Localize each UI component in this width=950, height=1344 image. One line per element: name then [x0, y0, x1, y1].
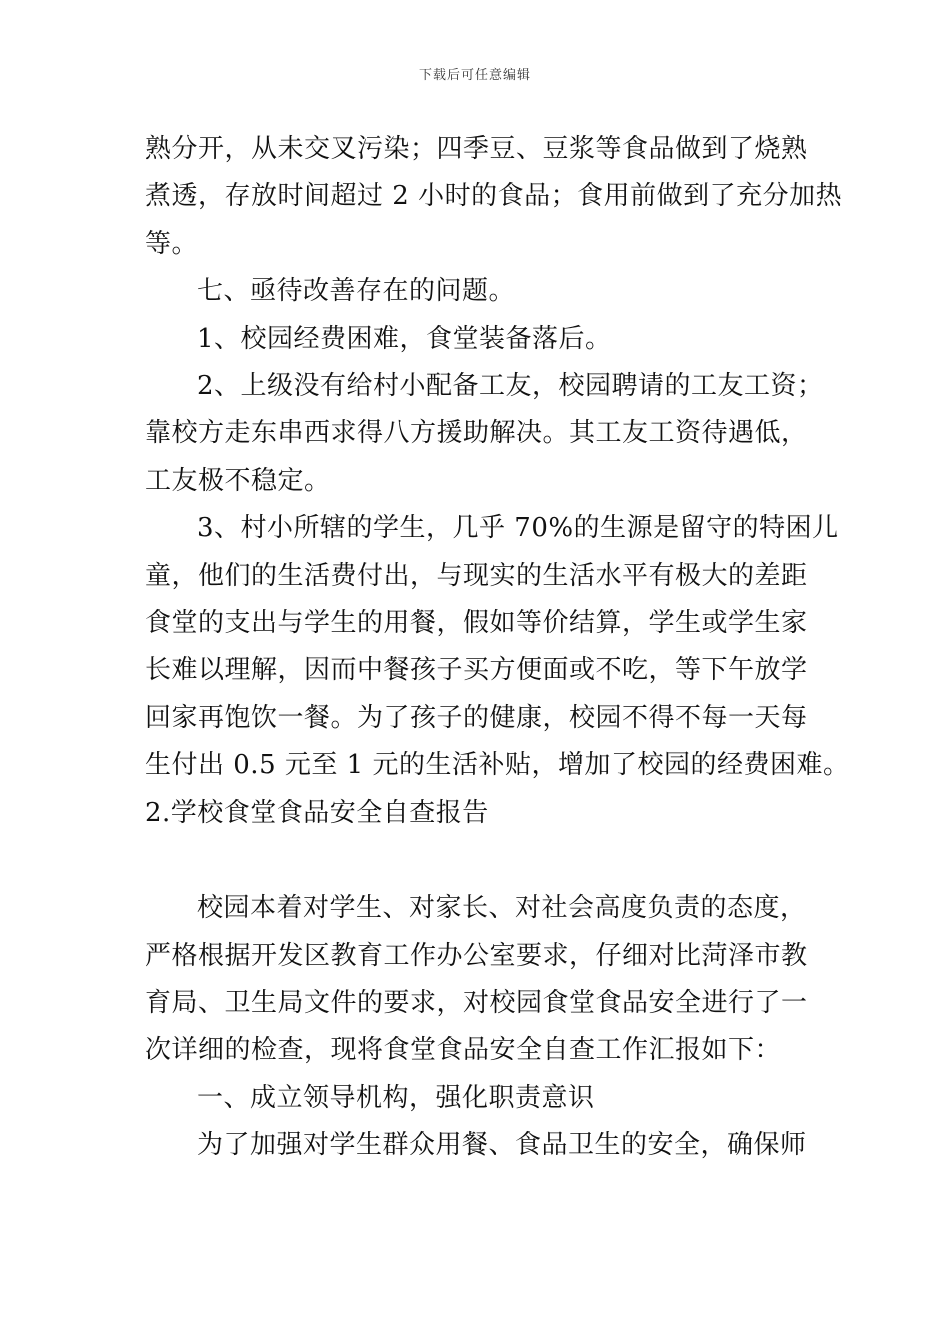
paragraph-line: 等。	[145, 228, 199, 259]
section-heading: 七、亟待改善存在的问题。	[197, 276, 516, 307]
paragraph-line: 食堂的支出与学生的用餐，假如等价结算，学生或学生家	[145, 608, 808, 639]
paragraph-line: 童，他们的生活费付出，与现实的生活水平有极大的差距	[145, 560, 808, 591]
paragraph-line: 严格根据开发区教育工作办公室要求，仔细对比菏泽市教	[145, 940, 808, 971]
blank-line	[145, 837, 825, 885]
paragraph-line: 煮透，存放时间超过 2 小时的食品；食用前做到了充分加热	[145, 181, 843, 212]
paragraph-line: 次详细的检查，现将食堂食品安全自查工作汇报如下：	[145, 1035, 782, 1066]
paragraph-line: 校园本着对学生、对家长、对社会高度负责的态度，	[197, 893, 807, 924]
paragraph-line: 长难以理解，因而中餐孩子买方便面或不吃，等下午放学	[145, 655, 808, 686]
paragraph-line: 熟分开，从未交叉污染；四季豆、豆浆等食品做到了烧熟	[145, 134, 808, 164]
list-item: 1、校园经费困难，食堂装备落后。	[197, 323, 612, 354]
list-item: 2、上级没有给村小配备工友，校园聘请的工友工资；	[197, 371, 824, 402]
list-item: 3、村小所辖的学生，几乎 70%的生源是留守的特困儿	[197, 513, 839, 544]
paragraph-line: 育局、卫生局文件的要求，对校园食堂食品安全进行了一	[145, 987, 808, 1018]
paragraph-line: 回家再饱饮一餐。为了孩子的健康，校园不得不每一天每	[145, 702, 808, 733]
document-body	[145, 126, 850, 1170]
paragraph-line: 工友极不稳定。	[145, 465, 331, 496]
page-header: 下载后可任意编辑	[418, 68, 531, 83]
paragraph-line: 靠校方走东串西求得八方援助解决。其工友工资待遇低，	[145, 418, 808, 449]
paragraph-line: 为了加强对学生群众用餐、食品卫生的安全，确保师	[197, 1130, 807, 1161]
document-title: 2.学校食堂食品安全自查报告	[145, 797, 489, 828]
paragraph-line: 生付出 0.5 元至 1 元的生活补贴，增加了校园的经费困难。	[145, 750, 850, 781]
section-heading: 一、成立领导机构，强化职责意识	[197, 1082, 595, 1113]
